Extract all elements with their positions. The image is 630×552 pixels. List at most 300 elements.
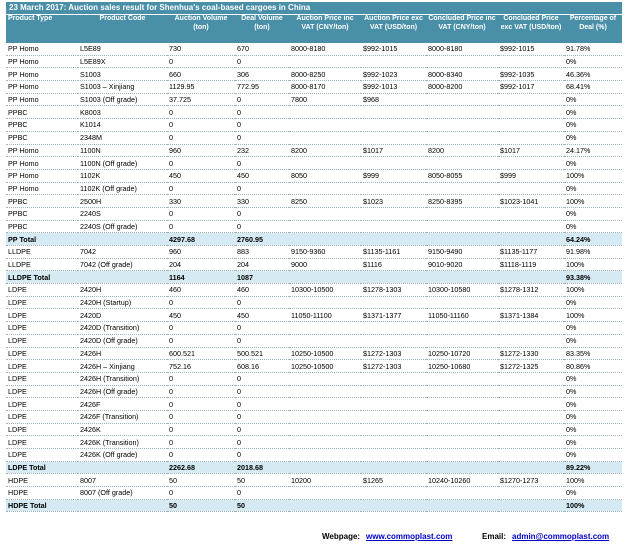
cell-concluded-price-cny (426, 220, 498, 233)
table-body (6, 43, 622, 512)
table-row (6, 81, 622, 94)
cell-auction-price-usd (361, 220, 426, 233)
cell-deal-volume: 0 (235, 106, 289, 119)
cell-product-code: 2426H – Xinjiang (78, 360, 167, 373)
table-row (6, 258, 622, 271)
cell-product-type: PP Total (6, 233, 78, 246)
cell-auction-price-cny (289, 271, 361, 284)
table-row (6, 296, 622, 309)
cell-product-code: 2426K (Off grade) (78, 449, 167, 462)
cell-auction-price-usd (361, 334, 426, 347)
cell-auction-price-usd: $992-1013 (361, 81, 426, 94)
cell-product-code (78, 499, 167, 512)
cell-concluded-price-cny (426, 423, 498, 436)
cell-concluded-price-cny (426, 398, 498, 411)
cell-concluded-price-usd (498, 271, 564, 284)
table-row (6, 322, 622, 335)
cell-concluded-price-usd: $1272-1330 (498, 347, 564, 360)
col-header-auction-volume: Auction Volume (ton) (167, 15, 235, 43)
cell-product-type: PP Homo (6, 43, 78, 55)
cell-percentage-deal: 100% (564, 309, 622, 322)
cell-percentage-deal: 0% (564, 487, 622, 500)
table-row (6, 309, 622, 322)
cell-deal-volume: 460 (235, 284, 289, 297)
cell-auction-volume: 0 (167, 55, 235, 68)
cell-product-code: 1102K (Off grade) (78, 182, 167, 195)
cell-concluded-price-usd (498, 423, 564, 436)
cell-concluded-price-cny (426, 55, 498, 68)
cell-concluded-price-cny: 9150-9490 (426, 246, 498, 259)
cell-auction-price-usd: $1272-1303 (361, 360, 426, 373)
cell-concluded-price-cny: 8250-8395 (426, 195, 498, 208)
total-row (6, 233, 622, 246)
cell-percentage-deal: 0% (564, 398, 622, 411)
table-row (6, 169, 622, 182)
cell-concluded-price-cny (426, 207, 498, 220)
cell-concluded-price-cny (426, 372, 498, 385)
cell-product-code: 2420H (78, 284, 167, 297)
cell-auction-volume: 0 (167, 449, 235, 462)
cell-auction-price-usd (361, 487, 426, 500)
cell-percentage-deal: 0% (564, 334, 622, 347)
table-row (6, 207, 622, 220)
cell-concluded-price-cny (426, 271, 498, 284)
cell-auction-price-cny (289, 233, 361, 246)
cell-deal-volume: 450 (235, 309, 289, 322)
cell-auction-volume: 460 (167, 284, 235, 297)
cell-auction-volume: 0 (167, 487, 235, 500)
cell-deal-volume: 2018.68 (235, 461, 289, 474)
cell-concluded-price-usd (498, 119, 564, 132)
cell-auction-price-usd (361, 449, 426, 462)
cell-concluded-price-usd (498, 334, 564, 347)
cell-percentage-deal: 0% (564, 449, 622, 462)
cell-auction-volume: 0 (167, 131, 235, 144)
cell-concluded-price-usd (498, 410, 564, 423)
cell-product-type: PP Homo (6, 81, 78, 94)
cell-auction-price-usd (361, 131, 426, 144)
cell-product-type: LDPE (6, 385, 78, 398)
table-row (6, 449, 622, 462)
cell-product-type: PPBC (6, 106, 78, 119)
cell-auction-price-cny (289, 157, 361, 170)
table-row (6, 423, 622, 436)
cell-concluded-price-cny: 8050-8055 (426, 169, 498, 182)
cell-product-code: S1003 – Xinjiang (78, 81, 167, 94)
cell-deal-volume: 0 (235, 449, 289, 462)
table-row (6, 157, 622, 170)
cell-auction-price-usd (361, 106, 426, 119)
cell-auction-price-usd (361, 296, 426, 309)
cell-product-type: LDPE (6, 372, 78, 385)
cell-concluded-price-usd (498, 449, 564, 462)
cell-concluded-price-cny (426, 106, 498, 119)
cell-deal-volume: 0 (235, 372, 289, 385)
cell-auction-price-cny: 8000-8250 (289, 68, 361, 81)
cell-concluded-price-usd (498, 207, 564, 220)
table-row (6, 385, 622, 398)
cell-auction-price-cny: 10250-10500 (289, 347, 361, 360)
table-row (6, 144, 622, 157)
table-row (6, 284, 622, 297)
table-row (6, 474, 622, 487)
cell-auction-price-cny (289, 296, 361, 309)
cell-auction-volume: 0 (167, 106, 235, 119)
cell-auction-volume: 730 (167, 43, 235, 55)
cell-auction-price-cny (289, 182, 361, 195)
cell-deal-volume: 608.16 (235, 360, 289, 373)
cell-auction-price-usd (361, 182, 426, 195)
cell-auction-price-usd (361, 157, 426, 170)
cell-product-type: PP Homo (6, 182, 78, 195)
cell-auction-price-usd (361, 398, 426, 411)
cell-percentage-deal: 0% (564, 93, 622, 106)
table-row (6, 347, 622, 360)
table-row (6, 398, 622, 411)
cell-concluded-price-usd: $992-1035 (498, 68, 564, 81)
cell-percentage-deal: 83.35% (564, 347, 622, 360)
cell-percentage-deal: 24.17% (564, 144, 622, 157)
cell-auction-price-cny (289, 410, 361, 423)
cell-concluded-price-cny: 8000-8180 (426, 43, 498, 55)
cell-concluded-price-usd: $992-1017 (498, 81, 564, 94)
email-label: Email: (482, 532, 507, 541)
cell-auction-price-usd (361, 119, 426, 132)
cell-concluded-price-usd: $1270-1273 (498, 474, 564, 487)
cell-product-code: 8007 (78, 474, 167, 487)
cell-deal-volume: 0 (235, 436, 289, 449)
cell-concluded-price-cny (426, 499, 498, 512)
table-row (6, 106, 622, 119)
total-row (6, 499, 622, 512)
cell-deal-volume: 0 (235, 119, 289, 132)
cell-concluded-price-cny (426, 334, 498, 347)
cell-percentage-deal: 0% (564, 157, 622, 170)
cell-auction-price-cny (289, 423, 361, 436)
cell-percentage-deal: 0% (564, 220, 622, 233)
cell-concluded-price-usd: $1272-1325 (498, 360, 564, 373)
cell-product-type: LDPE (6, 334, 78, 347)
cell-percentage-deal: 89.22% (564, 461, 622, 474)
cell-auction-price-cny (289, 207, 361, 220)
cell-auction-price-cny (289, 372, 361, 385)
table-row (6, 220, 622, 233)
cell-auction-price-usd: $1265 (361, 474, 426, 487)
cell-product-type: LDPE (6, 296, 78, 309)
col-header-deal-volume: Deal Volume (ton) (235, 15, 289, 43)
cell-deal-volume: 0 (235, 334, 289, 347)
cell-concluded-price-cny (426, 131, 498, 144)
cell-auction-volume: 600.521 (167, 347, 235, 360)
cell-product-type: LDPE (6, 322, 78, 335)
cell-auction-volume: 50 (167, 499, 235, 512)
cell-auction-price-cny (289, 220, 361, 233)
cell-concluded-price-cny: 9010-9020 (426, 258, 498, 271)
cell-auction-price-cny (289, 487, 361, 500)
cell-product-code: 2426H (Transition) (78, 372, 167, 385)
cell-auction-price-usd (361, 436, 426, 449)
table-row (6, 195, 622, 208)
cell-concluded-price-cny: 10300-10580 (426, 284, 498, 297)
cell-product-type: LDPE (6, 410, 78, 423)
cell-auction-price-cny (289, 461, 361, 474)
cell-auction-price-cny: 10200 (289, 474, 361, 487)
cell-percentage-deal: 91.98% (564, 246, 622, 259)
cell-auction-volume: 0 (167, 398, 235, 411)
cell-concluded-price-usd: $999 (498, 169, 564, 182)
cell-auction-volume: 0 (167, 423, 235, 436)
table-row (6, 334, 622, 347)
cell-concluded-price-usd (498, 487, 564, 500)
cell-auction-price-usd: $992-1023 (361, 68, 426, 81)
cell-product-type: PP Homo (6, 144, 78, 157)
cell-auction-price-cny (289, 385, 361, 398)
cell-auction-price-cny: 9150-9360 (289, 246, 361, 259)
table-row (6, 182, 622, 195)
cell-auction-price-usd (361, 322, 426, 335)
cell-concluded-price-usd: $1278-1312 (498, 284, 564, 297)
cell-product-type: PP Homo (6, 93, 78, 106)
cell-concluded-price-cny (426, 93, 498, 106)
cell-auction-price-usd: $1023 (361, 195, 426, 208)
cell-product-type: LDPE (6, 449, 78, 462)
cell-product-type: PPBC (6, 195, 78, 208)
cell-concluded-price-cny: 8000-8200 (426, 81, 498, 94)
table-row (6, 372, 622, 385)
cell-auction-price-cny: 10250-10500 (289, 360, 361, 373)
cell-concluded-price-cny (426, 410, 498, 423)
cell-auction-price-usd (361, 499, 426, 512)
cell-product-type: LDPE (6, 360, 78, 373)
cell-percentage-deal: 100% (564, 499, 622, 512)
cell-auction-price-usd (361, 233, 426, 246)
cell-product-code: 2426H (Off grade) (78, 385, 167, 398)
cell-auction-volume: 0 (167, 157, 235, 170)
cell-product-type: LLDPE (6, 258, 78, 271)
footer (0, 532, 630, 546)
cell-product-type: PPBC (6, 220, 78, 233)
cell-auction-volume: 960 (167, 144, 235, 157)
cell-auction-volume: 0 (167, 182, 235, 195)
cell-product-type: PPBC (6, 207, 78, 220)
cell-concluded-price-usd (498, 372, 564, 385)
email-link[interactable]: admin@commoplast.com (512, 532, 610, 541)
cell-concluded-price-usd (498, 157, 564, 170)
cell-auction-volume: 1164 (167, 271, 235, 284)
cell-deal-volume: 0 (235, 322, 289, 335)
cell-deal-volume: 0 (235, 296, 289, 309)
cell-product-type: LDPE Total (6, 461, 78, 474)
cell-product-type: PP Homo (6, 68, 78, 81)
cell-deal-volume: 0 (235, 220, 289, 233)
cell-concluded-price-usd (498, 322, 564, 335)
cell-product-code: K1014 (78, 119, 167, 132)
cell-product-type: LDPE (6, 398, 78, 411)
table-row (6, 93, 622, 106)
cell-auction-volume: 960 (167, 246, 235, 259)
cell-concluded-price-cny: 11050-11160 (426, 309, 498, 322)
cell-product-type: PP Homo (6, 55, 78, 68)
cell-product-type: LDPE (6, 284, 78, 297)
cell-auction-price-usd (361, 271, 426, 284)
cell-concluded-price-usd (498, 55, 564, 68)
cell-product-code (78, 461, 167, 474)
cell-auction-price-cny (289, 436, 361, 449)
cell-auction-volume: 0 (167, 207, 235, 220)
cell-product-code: 2500H (78, 195, 167, 208)
cell-auction-price-usd (361, 55, 426, 68)
cell-concluded-price-cny (426, 449, 498, 462)
cell-deal-volume: 0 (235, 487, 289, 500)
cell-auction-price-cny (289, 449, 361, 462)
cell-product-code: 2348M (78, 131, 167, 144)
cell-deal-volume: 204 (235, 258, 289, 271)
cell-auction-price-usd: $1278-1303 (361, 284, 426, 297)
cell-product-code: 2426K (78, 423, 167, 436)
cell-concluded-price-usd (498, 131, 564, 144)
cell-auction-price-usd: $968 (361, 93, 426, 106)
cell-product-code: 1100N (78, 144, 167, 157)
cell-concluded-price-cny: 10250-10720 (426, 347, 498, 360)
cell-concluded-price-cny: 10250-10680 (426, 360, 498, 373)
cell-auction-price-usd: $1272-1303 (361, 347, 426, 360)
webpage-link[interactable]: www.commoplast.com (366, 532, 453, 541)
cell-auction-volume: 0 (167, 385, 235, 398)
cell-deal-volume: 50 (235, 499, 289, 512)
cell-concluded-price-usd (498, 220, 564, 233)
cell-auction-volume: 1129.95 (167, 81, 235, 94)
cell-deal-volume: 1087 (235, 271, 289, 284)
cell-percentage-deal: 0% (564, 131, 622, 144)
cell-product-code: 1100N (Off grade) (78, 157, 167, 170)
cell-product-code: L5E89 (78, 43, 167, 55)
table-header-row (6, 15, 622, 43)
col-header-product-code: Product Code (78, 15, 167, 43)
cell-product-code: S1003 (Off grade) (78, 93, 167, 106)
table-row (6, 119, 622, 132)
cell-auction-price-usd: $1116 (361, 258, 426, 271)
cell-auction-price-cny: 8000-8170 (289, 81, 361, 94)
table-row (6, 43, 622, 55)
cell-percentage-deal: 0% (564, 436, 622, 449)
cell-percentage-deal: 93.38% (564, 271, 622, 284)
col-header-concluded-price-usd: Concluded Price exc VAT (USD/ton) (498, 15, 564, 43)
cell-auction-volume: 4297.68 (167, 233, 235, 246)
cell-percentage-deal: 0% (564, 296, 622, 309)
cell-concluded-price-usd: $1371-1384 (498, 309, 564, 322)
cell-deal-volume: 50 (235, 474, 289, 487)
cell-auction-price-cny (289, 55, 361, 68)
cell-deal-volume: 0 (235, 385, 289, 398)
cell-auction-price-usd (361, 423, 426, 436)
cell-auction-volume: 2262.68 (167, 461, 235, 474)
cell-concluded-price-usd (498, 385, 564, 398)
col-header-concluded-price-cny: Concluded Price inc VAT (CNY/ton) (426, 15, 498, 43)
cell-auction-price-usd: $999 (361, 169, 426, 182)
cell-auction-volume: 0 (167, 220, 235, 233)
cell-deal-volume: 883 (235, 246, 289, 259)
cell-percentage-deal: 0% (564, 410, 622, 423)
cell-product-code: 2240S (78, 207, 167, 220)
cell-concluded-price-cny (426, 157, 498, 170)
cell-concluded-price-usd: $1135-1177 (498, 246, 564, 259)
cell-auction-price-cny (289, 322, 361, 335)
cell-concluded-price-cny (426, 385, 498, 398)
cell-product-code: 2420D (78, 309, 167, 322)
cell-percentage-deal: 91.78% (564, 43, 622, 55)
cell-auction-volume: 0 (167, 372, 235, 385)
cell-concluded-price-usd: $1017 (498, 144, 564, 157)
cell-product-type: PPBC (6, 131, 78, 144)
cell-deal-volume: 0 (235, 182, 289, 195)
cell-percentage-deal: 0% (564, 207, 622, 220)
cell-concluded-price-cny (426, 119, 498, 132)
cell-deal-volume: 2760.95 (235, 233, 289, 246)
cell-product-code: L5E89X (78, 55, 167, 68)
cell-deal-volume: 306 (235, 68, 289, 81)
cell-concluded-price-cny (426, 487, 498, 500)
table-row (6, 410, 622, 423)
table-row (6, 246, 622, 259)
cell-product-type: LDPE (6, 436, 78, 449)
cell-auction-volume: 450 (167, 309, 235, 322)
cell-auction-volume: 450 (167, 169, 235, 182)
cell-product-code (78, 271, 167, 284)
cell-percentage-deal: 0% (564, 106, 622, 119)
cell-auction-volume: 330 (167, 195, 235, 208)
report-title: 23 March 2017: Auction sales result for Shenhua's coal-based cargoes in China (6, 2, 622, 14)
cell-product-type: LLDPE Total (6, 271, 78, 284)
cell-product-type: LDPE (6, 347, 78, 360)
cell-concluded-price-usd (498, 182, 564, 195)
cell-auction-price-usd (361, 461, 426, 474)
cell-auction-volume: 0 (167, 410, 235, 423)
cell-auction-price-cny: 11050-11100 (289, 309, 361, 322)
cell-concluded-price-usd (498, 436, 564, 449)
cell-deal-volume: 500.521 (235, 347, 289, 360)
cell-percentage-deal: 0% (564, 423, 622, 436)
cell-product-code: 2420D (Transition) (78, 322, 167, 335)
total-row (6, 461, 622, 474)
cell-product-type: HDPE (6, 487, 78, 500)
cell-auction-price-cny (289, 499, 361, 512)
cell-concluded-price-usd (498, 461, 564, 474)
cell-deal-volume: 0 (235, 398, 289, 411)
cell-product-code: 8007 (Off grade) (78, 487, 167, 500)
cell-product-code: 2240S (Off grade) (78, 220, 167, 233)
cell-product-type: LDPE (6, 309, 78, 322)
cell-product-code: 2420H (Startup) (78, 296, 167, 309)
cell-auction-price-usd: $1135-1161 (361, 246, 426, 259)
cell-concluded-price-cny: 10240-10260 (426, 474, 498, 487)
cell-concluded-price-usd: $1023-1041 (498, 195, 564, 208)
cell-auction-price-usd (361, 410, 426, 423)
cell-concluded-price-usd (498, 233, 564, 246)
table-row (6, 436, 622, 449)
cell-product-code: 2426F (78, 398, 167, 411)
cell-product-type: PPBC (6, 119, 78, 132)
table-row (6, 55, 622, 68)
cell-concluded-price-usd (498, 106, 564, 119)
cell-auction-price-usd: $992-1015 (361, 43, 426, 55)
cell-deal-volume: 0 (235, 157, 289, 170)
cell-percentage-deal: 100% (564, 474, 622, 487)
cell-deal-volume: 0 (235, 207, 289, 220)
cell-auction-volume: 0 (167, 334, 235, 347)
cell-product-type: LLDPE (6, 246, 78, 259)
cell-product-code: 2426H (78, 347, 167, 360)
table-row (6, 487, 622, 500)
